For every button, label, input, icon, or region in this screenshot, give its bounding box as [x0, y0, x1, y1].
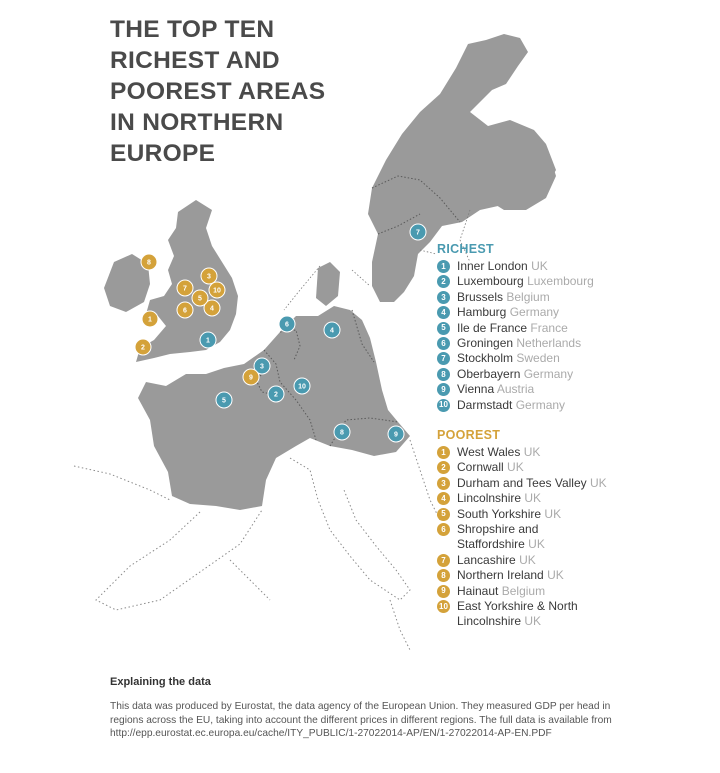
legend-country: Belgium — [506, 289, 550, 304]
legend-place: Northern Ireland — [457, 568, 544, 583]
legend-number: 9 — [437, 383, 450, 396]
svg-text:5: 5 — [198, 295, 202, 303]
legend-place: Hamburg — [457, 305, 507, 320]
marker-poorest-8 — [141, 254, 157, 270]
svg-text:8: 8 — [147, 259, 151, 267]
legend-number: 5 — [437, 322, 450, 335]
legend-item — [437, 290, 717, 305]
legend-item — [437, 584, 717, 599]
svg-text:6: 6 — [285, 321, 289, 329]
explaining-data — [110, 676, 630, 741]
svg-text:7: 7 — [416, 229, 420, 237]
legend-number: 1 — [437, 446, 450, 459]
legend-item — [437, 522, 717, 553]
svg-text:1: 1 — [148, 316, 152, 324]
legend-place: South Yorkshire — [457, 506, 542, 521]
legend-number: 3 — [437, 477, 450, 490]
legend-place: Luxembourg — [457, 274, 524, 289]
legend-number: 10 — [437, 600, 450, 613]
legend-number: 7 — [437, 554, 450, 567]
marker-richest-5 — [216, 392, 232, 408]
legend-number: 6 — [437, 523, 450, 536]
marker-richest-2 — [268, 386, 284, 402]
legend-item — [437, 259, 717, 274]
title-line: THE TOP TEN — [110, 16, 275, 43]
legend-country: UK — [528, 537, 545, 552]
land-denmark — [316, 262, 340, 306]
svg-text:8: 8 — [340, 429, 344, 437]
legend-item — [437, 274, 717, 289]
legend-country: UK — [544, 506, 562, 521]
marker-poorest-7 — [177, 280, 193, 296]
legend-country: UK — [524, 491, 542, 506]
legend-item — [437, 460, 717, 475]
legend-country: Luxembourg — [527, 274, 594, 289]
legend-place: Cornwall — [457, 460, 504, 475]
legend-country: UK — [524, 614, 542, 629]
legend-place: Durham and Tees Valley — [457, 475, 587, 490]
marker-poorest-3 — [201, 268, 217, 284]
legend-item — [437, 445, 717, 460]
marker-poorest-2 — [135, 339, 151, 355]
legend-item — [437, 351, 717, 366]
marker-poorest-6 — [177, 302, 193, 318]
legend-country: France — [530, 320, 568, 335]
marker-poorest-1 — [142, 311, 158, 327]
legend-number: 8 — [437, 368, 450, 381]
legend-item — [437, 382, 717, 397]
poorest-legend — [437, 428, 717, 630]
svg-text:10: 10 — [213, 287, 221, 295]
legend-item — [437, 553, 717, 568]
legend-item — [437, 305, 717, 320]
legend-place: Brussels — [457, 289, 504, 304]
legend-country: UK — [523, 445, 541, 459]
legend-number: 5 — [437, 508, 450, 521]
legend-place: Inner London — [457, 259, 528, 273]
svg-text:6: 6 — [183, 307, 187, 315]
legend-place: Lincolnshire — [457, 491, 522, 506]
legend-number: 2 — [437, 275, 450, 288]
legend-item — [437, 568, 717, 583]
marker-richest-4 — [324, 322, 340, 338]
legend-country: Germany — [523, 366, 574, 381]
legend-item — [437, 367, 717, 382]
legend-number: 4 — [437, 306, 450, 319]
svg-text:4: 4 — [210, 305, 214, 313]
legend-number: 1 — [437, 260, 450, 273]
marker-poorest-5 — [192, 290, 208, 306]
explaining-heading: Explaining the data — [110, 676, 211, 688]
legend-number: 6 — [437, 337, 450, 350]
land-finland — [482, 128, 556, 210]
marker-richest-7 — [410, 224, 426, 240]
legend-number: 8 — [437, 569, 450, 582]
legend-place: Shropshire and Staffordshire — [457, 522, 539, 552]
legend-item — [437, 476, 717, 491]
poorest-heading: POOREST — [437, 428, 501, 442]
legend-number: 9 — [437, 585, 450, 598]
legend-place: Stockholm — [457, 351, 514, 366]
svg-text:3: 3 — [207, 273, 211, 281]
legend-number: 4 — [437, 492, 450, 505]
marker-richest-8 — [334, 424, 350, 440]
svg-text:2: 2 — [141, 344, 145, 352]
svg-text:9: 9 — [249, 374, 253, 382]
legend-item — [437, 507, 717, 522]
legend-country: UK — [519, 552, 536, 567]
legend-country: Netherlands — [516, 336, 582, 351]
legend-country: UK — [589, 475, 607, 490]
marker-poorest-10 — [209, 282, 225, 298]
legend-country: Sweden — [516, 351, 560, 366]
explaining-body: This data was produced by Eurostat, the data agency of the European Union. They measured GDP per head in regions across the EU, taking into account the different prices in different regions. The full data is available from http://epp.eurostat.ec.europa.eu/cache/ITY_PUBLIC/1-27022014-AP/EN/1-27022014-AP-EN.PDF — [110, 701, 612, 739]
svg-text:10: 10 — [298, 383, 306, 391]
legend-number: 3 — [437, 291, 450, 304]
marker-richest-1 — [200, 332, 216, 348]
legend-place: Lancashire — [457, 552, 516, 567]
legend-place: Ile de France — [457, 320, 528, 335]
legend-item — [437, 491, 717, 506]
svg-text:4: 4 — [330, 327, 334, 335]
legend-place: Oberbayern — [457, 366, 521, 381]
legend-item — [437, 398, 717, 413]
title-line: EUROPE — [110, 140, 216, 167]
marker-richest-6 — [279, 316, 295, 332]
svg-text:1: 1 — [206, 337, 210, 345]
legend-country: UK — [507, 460, 524, 475]
legend-country: Germany — [509, 305, 560, 320]
legend-item — [437, 321, 717, 336]
legend-number: 10 — [437, 399, 450, 412]
title-line: IN NORTHERN — [110, 109, 284, 136]
legend-place: West Wales — [457, 445, 521, 459]
legend-country: UK — [547, 568, 564, 583]
legend-place: Darmstadt — [457, 397, 513, 412]
marker-poorest-9 — [243, 369, 259, 385]
legend-country: Germany — [515, 397, 566, 412]
page-title — [110, 14, 410, 169]
legend-country: Austria — [496, 382, 535, 397]
legend-place: Groningen — [457, 336, 514, 351]
legend-place: Vienna — [457, 382, 495, 397]
legend-item — [437, 336, 717, 351]
marker-richest-10 — [294, 378, 310, 394]
svg-text:5: 5 — [222, 397, 226, 405]
legend-country: Belgium — [501, 583, 546, 598]
svg-text:7: 7 — [183, 285, 187, 293]
legend-country: UK — [531, 259, 548, 273]
title-line: POOREST AREAS — [110, 78, 326, 105]
title-line: RICHEST AND — [110, 47, 280, 74]
legend-number: 7 — [437, 352, 450, 365]
richest-heading: RICHEST — [437, 242, 494, 256]
svg-text:2: 2 — [274, 391, 278, 399]
marker-richest-9 — [388, 426, 404, 442]
svg-text:3: 3 — [260, 363, 264, 371]
richest-legend — [437, 242, 717, 413]
legend-place: Hainaut — [457, 583, 499, 598]
legend-number: 2 — [437, 461, 450, 474]
legend-item — [437, 599, 717, 630]
legend-place: East Yorkshire & North Lincolnshire — [457, 599, 578, 629]
svg-text:9: 9 — [394, 431, 398, 439]
